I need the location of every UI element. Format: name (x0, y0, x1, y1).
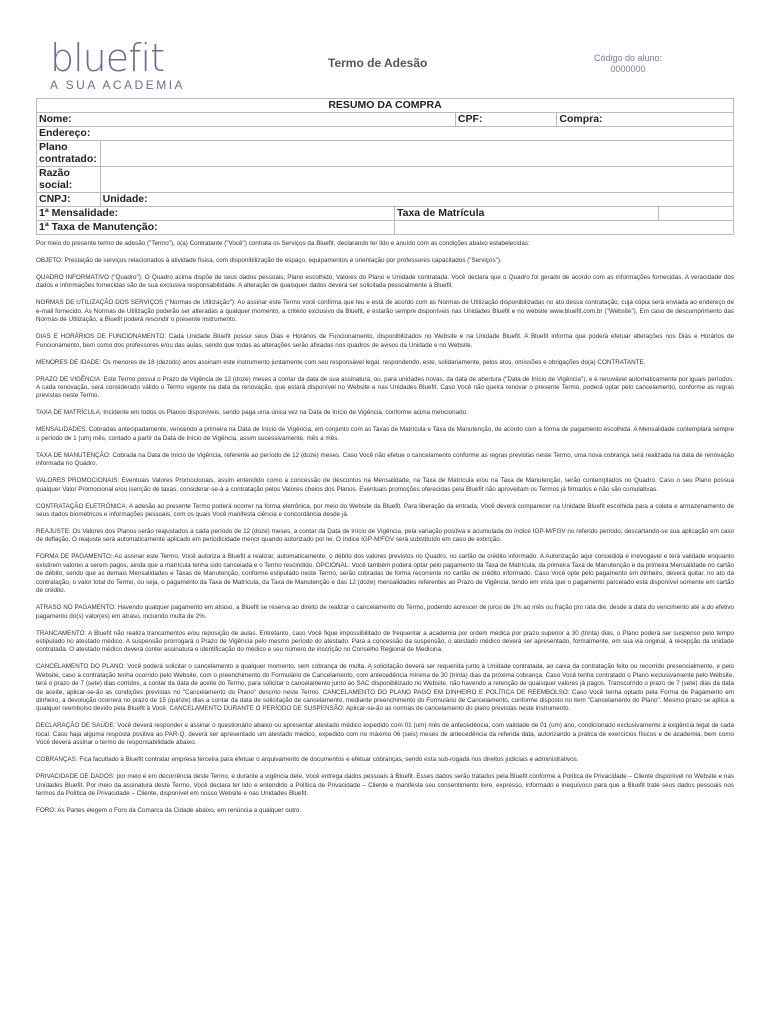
table-row (37, 167, 734, 193)
field-taxa-matricula-value (658, 207, 733, 221)
field-cpf: CPF: (455, 113, 556, 127)
terms-paragraph: MENSALIDADES: Cobradas antecipadamente, vencendo a primeira na Data de Início de Vigência, em conjunto com as Taxas de Matrícula e Taxa de Manutenção, de acordo com a forma de pagamento escolhida. A Mensalidade contemplará sempre o período de 1 (um) mês, contado a partir da Data de Início de Vigência, assim sucessivamente, mês a mês. (36, 426, 734, 442)
terms-paragraph: FORMA DE PAGAMENTO: Ao assinar este Termo, Você autoriza a Bluefit a realizar, automaticamente, o débito dos valores previstos no Quadro, no cartão de crédito informado. A Autorização aqui concedida é irrevogável e terá validade enquanto existirem valores a serem pagos, ainda que a matrícula tenha sido cancelada e o Termo rescindido. OPCIONAL: Você também poderá optar pelo pagamento da Taxa de Matrícula, da primeira Taxa de Manutenção e da primeira Mensalidade no cartão de débito, sendo que as demais Mensalidades e Taxas de Manutenção, conforme estipulado neste Termo, serão cobradas de forma recorrente no cartão de crédito informado. Caso Você opte pelo pagamento em dinheiro, deverá quitar, no ato da contratação, o valor total do Termo, ou seja, o pagamento da Taxa de Matrícula, da Taxa de Manutenção e das 12 (doze) mensalidades referentes ao Prazo de Vigência, tendo em vista que o pagamento parcelado está disponível somente em cartão de crédito. (36, 553, 734, 595)
terms-paragraph: Por meio do presente termo de adesão ("Termo"), o(a) Contratante ("Você") contrata os Serviços da Bluefit, declarando ter lido e anuído com as condições abaixo estabelecidas: (36, 240, 530, 247)
terms-paragraph: REAJUSTE: Os Valores dos Planos serão reajustados a cada período de 12 (doze) meses, a contar da Data de Início de Vigência, pela variação positiva e acumulada do índice IGP-M/FGV no referido período, descartando-se sua aplicação em caso de deflação. O reajuste será automaticamente aplicado em periodicidade menor quando autorizado por lei. O índice IGP-M/FGV será substituído em caso de extinção. (36, 528, 734, 544)
field-mensalidade: 1ª Mensalidade: (37, 207, 395, 221)
logo-tagline: A SUA ACADEMIA (50, 78, 186, 92)
terms-paragraph: CONTRATAÇÃO ELETRÔNICA: A adesão ao presente Termo poderá ocorrer na forma eletrônica, por meio do Website da Bluefit. Para liberação da entrada, Você deverá comparecer na Unidade Bluefit escolhida para a coleta e armazenamento de seus dados biométricos e informações pessoais, com os quais Você manifesta ciência e concordância desde já. (36, 502, 734, 519)
terms-paragraph: PRAZO DE VIGÊNCIA: Este Termo possui o Prazo de Vigência de 12 (doze) meses a contar da data de sua assinatura, ou, para unidades novas, da data de abertura ("Data de Início de Vigência"), e é renovável automaticamente por iguais períodos. A cada renovação, será considerado válido o Termo vigente na data da renovação, que estará disponível no Website e nas Unidades Bluefit. Caso Você não queira renovar o presente Termo, poderá optar pelo cancelamento, conforme as regras previstas neste Termo. (36, 375, 734, 400)
field-taxa-manutencao-value (394, 221, 733, 235)
summary-title: RESUMO DA COMPRA (37, 99, 734, 113)
table-row (37, 99, 734, 113)
field-compra: Compra: (557, 113, 734, 127)
student-code-value: 0000000 (610, 64, 646, 74)
document-title: Termo de Adesão (328, 56, 428, 70)
bluefit-logo (50, 36, 190, 92)
student-code (580, 53, 676, 75)
terms-paragraph: OBJETO: Prestação de serviços relacionados à atividade física, com disponibilização de espaço, equipamentos e orientação por professores capacitados ("Serviços"). (36, 257, 502, 264)
terms-paragraph: PRIVACIDADE DE DADOS: por meio e em decorrência deste Termo, e durante a vigência dele, Você entrega dados pessoais à Bluefit. Esses dados serão tratados pela Bluefit conforme a Política de Privacidade – Cliente disponível no Website e nas Unidades Bluefit. Por meio da assinatura deste Termo, Você declara ter lido e entendido a Política de Privacidade – Cliente e manifesta seu consentimento livre, expresso, informado e inequívoco para que a Bluefit trate seus dados pessoais nos termos da Política de Privacidade – Cliente, disponível em nosso Website e nas Unidades Bluefit. (36, 773, 734, 797)
terms-paragraph: ATRASO NO PAGAMENTO: Havendo qualquer pagamento em atraso, a Bluefit se reserva ao direito de realizar o cancelamento do Termo, podendo acrescer de juros de 1% ao mês ou fração pro rata die, desde a data do vencimento até a do efetivo pagamento do(s) valor(es) em atraso, incluindo multa de 2%. (36, 604, 734, 620)
field-cnpj: CNPJ: (37, 193, 101, 207)
terms-paragraph: TAXA DE MANUTENÇÃO: Cobrada na Data de Início de Vigência, referente ao período de 12 (doze) meses. Caso Você não efetue o cancelamento conforme as regras previstas neste Termo, uma nova cobrança será realizada na data de renovação informada no Quadro. (36, 451, 734, 468)
purchase-summary-table (36, 98, 734, 235)
terms-paragraph: QUADRO INFORMATIVO ("Quadro"): O Quadro acima dispõe de seus dados pessoais, Plano escolhido, Valores do Plano e Unidade contratada. Você declara que o Quadro foi gerado de acordo com as informações fornecidas. A veracidade dos dados e informações fornecidas são de sua exclusiva responsabilidade. A alteração de quaisquer dados deverá ser solicitada pessoalmente à Bluefit. (36, 274, 734, 290)
terms-paragraph: NORMAS DE UTILIZAÇÃO DOS SERVIÇOS ("Normas de Utilização"): Ao assinar este Termo você confirma que leu e está de acordo com as Normas de Utilização disponibilizadas no ato dessa contratação, cuja cópia será enviada ao endereço de e-mail fornecido. As Normas de Utilização poderão ser alteradas a qualquer momento, a critério exclusivo da Bluefit, e estarão sempre disponíveis nas Unidades Bluefit e no website www.bluefit.com.br ("Website"). Em caso de descumprimento das Normas de Utilização, a Bluefit poderá rescindir o presente instrumento. (36, 299, 734, 324)
terms-body (36, 240, 734, 824)
field-razao: Razão social: (37, 167, 101, 193)
table-row (37, 113, 734, 127)
table-row (37, 193, 734, 207)
field-plano: Plano contratado: (37, 141, 101, 167)
field-endereco: Endereço: (37, 127, 734, 141)
terms-paragraph: TRANCAMENTO: A Bluefit não realiza trancamentos e/ou reposição de aulas. Entretanto, caso Você fique impossibilitado de frequentar a academia por ordem médica por prazo superior a 30 (trinta) dias, o Plano poderá ser suspenso pelo tempo estipulado no atestado médico. A suspensão prorrogará o Prazo de Vigência pelo mesmo período do atestado. Para a concessão da suspensão, o atestado médico deverá ser apresentado, formalmente, em sua via original, à recepção da unidade contratada. O atestado médico deverá conter assinatura e identificação do médico e seu número de inscrição no Conselho Regional de Medicina. (36, 629, 734, 654)
table-row (37, 141, 734, 167)
table-row (37, 221, 734, 235)
terms-paragraph: MENORES DE IDADE: Os menores de 18 (dezoito) anos assinam este instrumento juntamente com seu responsável legal, respondendo, este, solidariamente, pelos atos, omissões e obrigações do(a) CONTRATANTE. (36, 358, 646, 366)
terms-paragraph: DIAS E HORÁRIOS DE FUNCIONAMENTO: Cada Unidade Bluefit possui seus Dias e Horários de Funcionamento, disponibilizados no Website e na Unidade Bluefit. A Bluefit informa que poderá efetuar alterações nos Dias e Horários de Funcionamento, bem como dos professores e/ou das aulas, sendo que todas as alterações serão afixadas nos quadros de avisos da Unidade e no Website. (36, 333, 734, 349)
field-nome: Nome: (37, 113, 456, 127)
document-header (0, 0, 768, 95)
table-row (37, 127, 734, 141)
student-code-label: Código do aluno: (593, 53, 663, 63)
terms-paragraph: TAXA DE MATRÍCULA: Incidente em todos os Planos disponíveis, sendo paga uma única vez na Data de Início de Vigência, conforme acima mencionado. (36, 409, 468, 417)
terms-paragraph: COBRANÇAS: Fica facultado à Bluefit contratar empresa terceira para efetuar o arquivamento de documentos e efetuar cobranças, sendo esta sub-rogada nos direitos judiciais e administrativos. (36, 756, 579, 764)
terms-paragraph: CANCELAMENTO DO PLANO: Você poderá solicitar o cancelamento a qualquer momento, sem cobrança de multa. A solicitação deverá ser requerida junto à Unidade contratada, ao caixa da contratação feito ou recorrido presencialmente, e pelo Website, caso a contratação tenha ocorrido pelo Website, com o preenchimento do Formulário de Cancelamento, com antecedência mínima de 30 (trinta) dias da próxima cobrança. Caso Você tenha contratado o Plano exclusivamente pelo Website, terá o prazo de 7 (sete) dias corridos, a contar da data de aceite do Termo, para solicitar o cancelamento junto ao SAC disponibilizado no Website, não havendo a retenção de quaisquer valores já pagos. Transcorrido o prazo de 7 (sete) dias da data de aceite, aplicar-se-ão as condições previstas no "Cancelamento do Plano" descrito neste Termo. CANCELAMENTO DO PLANO PAGO EM DINHEIRO E POLÍTICA DE REEMBOLSO: Caso Você tenha optado pela Forma de Pagamento em dinheiro, a devolução ocorrerá no prazo de 15 (quinze) dias a contar da data de solicitação de cancelamento, mediante preenchimento do Formulário de Cancelamento, conforme disposto no item "Cancelamento do Plano". Mesmo prazo se aplica a qualquer reembolso devido pela Bluefit à Você. CANCELAMENTO DURANTE O PERÍODO DE SUSPENSÃO: Aplicar-se-ão as normas de cancelamento do plano previstas neste instrumento. (36, 663, 734, 713)
field-unidade: Unidade: (100, 193, 733, 207)
terms-paragraph: FORO: As Partes elegem o Foro da Comarca da Cidade abaixo, em renúncia a qualquer outro. (36, 806, 302, 814)
table-row (37, 207, 734, 221)
field-taxa-manutencao: 1ª Taxa de Manutenção: (37, 221, 395, 235)
terms-paragraph: DECLARAÇÃO DE SAÚDE: Você deverá responder e assinar o questionário abaixo ou apresentar atestado médico expedido com 01 (um) mês de antecedência, com validade de 01 (um) ano, condicionado exclusivamente à exigência legal de cada local. Caso haja alguma resposta positiva ao PAR-Q, deverá ser apresentado um atestado médico, expedido com no máximo 06 (seis) meses de antecedência da referida data, autorizando a prática de exercícios físicos e de academia, bem como Você deverá assinar o termo de responsabilidade abaixo. (36, 722, 734, 747)
field-plano-value (100, 141, 733, 167)
terms-paragraph: VALORES PROMOCIONAIS: Eventuais Valores Promocionais, assim entendido como a concessão de descontos na Mensalidade, na Taxa de Matrícula e/ou na Taxa de Manutenção, serão contemplados no Quadro. Caso o seu Plano possua qualquer Valor Promocional e/ou isenção de taxas, considerar-se-á a contratação pelos Valores cheios dos Planos. Eventuais promoções oferecidas pela Bluefit não aproveitam os Termos já firmados e não são cumulativas. (36, 477, 734, 493)
field-razao-value (100, 167, 733, 193)
field-taxa-matricula: Taxa de Matrícula (394, 207, 658, 221)
logo-word: bluefit (50, 36, 164, 80)
